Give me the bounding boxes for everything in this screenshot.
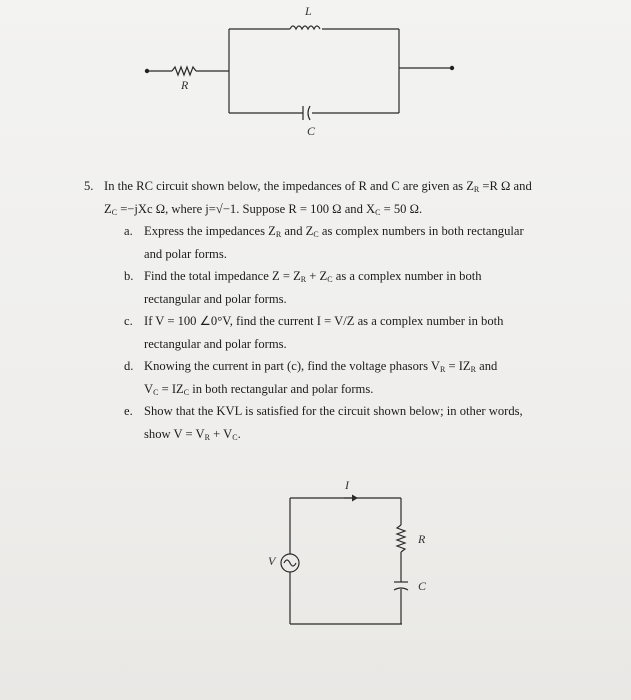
- problem-number: 5.: [84, 179, 94, 193]
- list-item-b-cont: rectangular and polar forms.: [144, 291, 287, 306]
- current-label: I: [345, 478, 349, 492]
- list-item-c-cont: rectangular and polar forms.: [144, 336, 287, 351]
- problem-line-1: 5. In the RC circuit shown below, the impedances of R and C are given as $Z_R =R$ Ω and: [84, 175, 564, 198]
- resistor-label: R: [181, 78, 189, 92]
- list-item-d-cont: $V_C = IZ_C$ in both rectangular and polar forms.: [144, 381, 374, 397]
- list-item-e-cont: show $V = V_R + V_C$.: [144, 426, 241, 442]
- list-item-a-cont: and polar forms.: [144, 246, 227, 261]
- list-item-c: c. If V = 100 ∠0°V, find the current I = V/Z as a complex number in both: [124, 314, 504, 328]
- list-item-d: d. Knowing the current in part (c), find the voltage phasors $V_R = IZ_R$ and: [124, 359, 498, 374]
- voltage-source-label: V: [268, 554, 276, 568]
- bottom-capacitor-label: C: [418, 579, 427, 593]
- problem-5: [84, 175, 564, 445]
- list-item-b: b. Find the total impedance $Z = Z_R + Z_C$ as a complex number in both: [124, 269, 482, 284]
- list-item-a: a. Express the impedances $Z_R$ and $Z_C$ as complex numbers in both rectangular: [124, 224, 524, 239]
- list-item-e: e. Show that the KVL is satisfied for the circuit shown below; in other words,: [124, 404, 523, 418]
- inductor-label: L: [305, 4, 312, 18]
- problem-line-2: $Z_C =-jXc$ Ω, where j=√−1. Suppose R = 100 Ω and $X_C = 50$ Ω.: [104, 201, 423, 217]
- bottom-resistor-label: R: [418, 532, 426, 546]
- top-circuit-diagram: [0, 0, 631, 150]
- capacitor-label: C: [307, 124, 316, 138]
